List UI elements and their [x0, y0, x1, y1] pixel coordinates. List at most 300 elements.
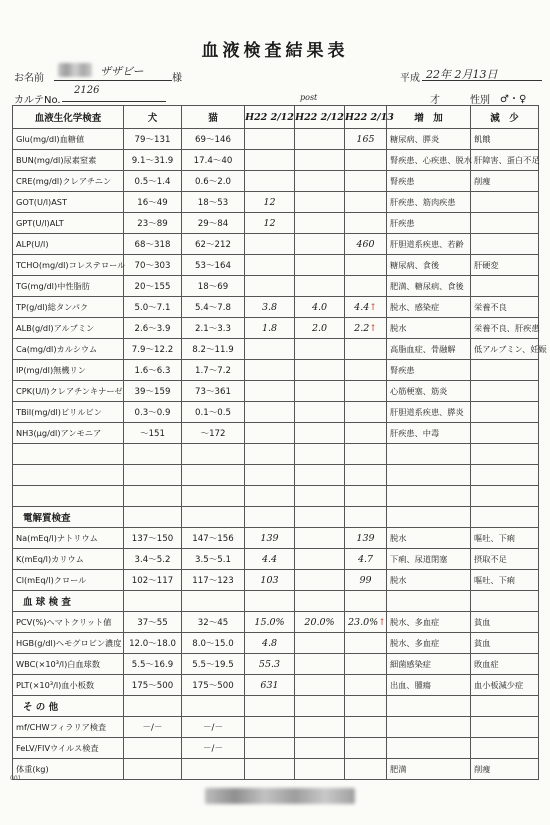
increase-cause: 出血、腫瘍 — [387, 675, 471, 696]
empty-cell — [387, 696, 471, 717]
cat-reference-range: 8.0～15.0 — [182, 633, 245, 654]
form-code: 001 — [10, 775, 22, 782]
empty-cell — [295, 444, 345, 465]
table-row — [13, 738, 539, 759]
result-date2 — [295, 759, 345, 780]
empty-cell — [345, 465, 387, 486]
item-name: BUN(mg/dl)尿素窒素 — [13, 150, 124, 171]
result-date3 — [345, 213, 387, 234]
empty-cell — [387, 591, 471, 612]
increase-cause — [387, 738, 471, 759]
dog-reference-range: 137～150 — [124, 528, 182, 549]
result-date3 — [345, 675, 387, 696]
electrolyte-section-title: 電解質検査 — [13, 507, 124, 528]
cat-reference-range: 0.1～0.5 — [182, 402, 245, 423]
empty-cell — [471, 696, 539, 717]
cat-reference-range: 147～156 — [182, 528, 245, 549]
decrease-cause: 貧血 — [471, 633, 539, 654]
result-date2 — [295, 528, 345, 549]
table-row — [13, 549, 539, 570]
decrease-cause: 貧血 — [471, 612, 539, 633]
result-date1: 4.8 — [245, 633, 295, 654]
empty-cell — [295, 465, 345, 486]
increase-cause: 肝胆道系疾患、膵炎 — [387, 402, 471, 423]
item-name: TP(g/dl)総タンパク — [13, 297, 124, 318]
result-date3 — [345, 759, 387, 780]
increase-cause: 腎疾患、心疾患、脱水 — [387, 150, 471, 171]
item-name: ALB(g/dl)アルブミン — [13, 318, 124, 339]
result-date2 — [295, 171, 345, 192]
cat-reference-range: 1.7～7.2 — [182, 360, 245, 381]
cat-reference-range: ～172 — [182, 423, 245, 444]
empty-cell — [182, 507, 245, 528]
result-date2: 4.0 — [295, 297, 345, 318]
item-name: TCHO(mg/dl)コレステロール — [13, 255, 124, 276]
empty-cell — [124, 465, 182, 486]
result-date3 — [345, 381, 387, 402]
result-date1: 4.4 — [245, 549, 295, 570]
dog-reference-range: 70～303 — [124, 255, 182, 276]
increase-cause: 腎疾患 — [387, 360, 471, 381]
dog-reference-range: 1.6～6.3 — [124, 360, 182, 381]
item-name: GOT(U/l)AST — [13, 192, 124, 213]
increase-cause: 肝疾患 — [387, 213, 471, 234]
result-date3 — [345, 150, 387, 171]
dog-reference-range: ～151 — [124, 423, 182, 444]
increase-cause: 肥満 — [387, 759, 471, 780]
item-name: ALP(U/l) — [13, 234, 124, 255]
dog-reference-range — [124, 738, 182, 759]
dog-reference-range: 2.6～3.9 — [124, 318, 182, 339]
dog-reference-range: 12.0～18.0 — [124, 633, 182, 654]
item-name: Ca(mg/dl)カルシウム — [13, 339, 124, 360]
decrease-cause — [471, 360, 539, 381]
post-note: post — [300, 93, 318, 102]
table-row — [13, 360, 539, 381]
exam-date: 22年 2月13日 — [426, 68, 498, 81]
item-name: PLT(×10³/l)血小板数 — [13, 675, 124, 696]
increase-cause: 糖尿病、食後 — [387, 255, 471, 276]
decrease-cause — [471, 234, 539, 255]
result-date2 — [295, 402, 345, 423]
blood-section-title: 血 球 検 査 — [13, 591, 124, 612]
karte-number: 2126 — [74, 85, 100, 96]
table-row — [13, 717, 539, 738]
cat-reference-range: －/－ — [182, 738, 245, 759]
result-date3 — [345, 402, 387, 423]
empty-cell — [295, 591, 345, 612]
cat-reference-range: 69～146 — [182, 129, 245, 150]
empty-cell — [245, 507, 295, 528]
table-row — [13, 612, 539, 633]
result-date3 — [345, 255, 387, 276]
increase-cause: 糖尿病、膵炎 — [387, 129, 471, 150]
result-date3-value: 23.0% — [348, 616, 379, 628]
cat-reference-range: 175～500 — [182, 675, 245, 696]
decrease-cause: 肝障害、蛋白不足 — [471, 150, 539, 171]
item-name: Na(mEq/l)ナトリウム — [13, 528, 124, 549]
result-date2 — [295, 129, 345, 150]
decrease-cause — [471, 213, 539, 234]
result-date2 — [295, 633, 345, 654]
result-date3-value: 99 — [359, 574, 372, 586]
dog-reference-range: 102～117 — [124, 570, 182, 591]
table-row — [13, 276, 539, 297]
result-date1 — [245, 717, 295, 738]
table-row — [13, 255, 539, 276]
name-label: お名前 — [14, 73, 44, 84]
empty-cell — [345, 486, 387, 507]
table-row — [13, 570, 539, 591]
result-date1: 12 — [245, 192, 295, 213]
result-date1: 103 — [245, 570, 295, 591]
decrease-cause: 摂取不足 — [471, 549, 539, 570]
result-date3-value: 2.2 — [354, 322, 370, 334]
item-name: PCV(%)ヘマトクリット値 — [13, 612, 124, 633]
col-increase-header: 増 加 — [387, 106, 471, 129]
table-header-row — [13, 106, 539, 129]
table-row — [13, 675, 539, 696]
empty-cell — [13, 465, 124, 486]
item-name: GPT(U/l)ALT — [13, 213, 124, 234]
empty-row — [13, 486, 539, 507]
result-date3 — [345, 297, 387, 318]
decrease-cause: 栄養不良 — [471, 297, 539, 318]
table-row — [13, 402, 539, 423]
decrease-cause — [471, 276, 539, 297]
increase-cause: 腎疾患 — [387, 171, 471, 192]
table-row — [13, 171, 539, 192]
item-name: 体重(kg) — [13, 759, 124, 780]
empty-cell — [471, 444, 539, 465]
cat-reference-range: 5.4～7.8 — [182, 297, 245, 318]
dog-reference-range: 7.9～12.2 — [124, 339, 182, 360]
result-date3 — [345, 549, 387, 570]
increase-cause: 下痢、尿道閉塞 — [387, 549, 471, 570]
result-date1 — [245, 738, 295, 759]
result-date1 — [245, 360, 295, 381]
increase-cause: 脱水、多血症 — [387, 633, 471, 654]
result-date2 — [295, 150, 345, 171]
increase-cause: 心筋梗塞、筋炎 — [387, 381, 471, 402]
table-row — [13, 339, 539, 360]
empty-row — [13, 444, 539, 465]
table-row — [13, 192, 539, 213]
result-table — [12, 105, 547, 780]
result-date2 — [295, 213, 345, 234]
result-date3-value: 4.4 — [354, 301, 370, 313]
result-date1 — [245, 150, 295, 171]
decrease-cause: 低アルブミン、妊娠 — [471, 339, 539, 360]
result-date1 — [245, 234, 295, 255]
electrolyte-section — [13, 507, 539, 528]
result-date3 — [345, 318, 387, 339]
result-date3 — [345, 738, 387, 759]
era-label: 平成 — [400, 73, 420, 84]
table-row — [13, 633, 539, 654]
table-row — [13, 318, 539, 339]
result-date1: 3.8 — [245, 297, 295, 318]
table-row — [13, 150, 539, 171]
result-date1: 55.3 — [245, 654, 295, 675]
result-date1 — [245, 129, 295, 150]
result-date1 — [245, 381, 295, 402]
result-date2 — [295, 255, 345, 276]
decrease-cause: 敗血症 — [471, 654, 539, 675]
table-row — [13, 423, 539, 444]
result-date3 — [345, 171, 387, 192]
patient-name: ザザビー — [100, 65, 144, 78]
empty-cell — [345, 591, 387, 612]
dog-reference-range: 23～89 — [124, 213, 182, 234]
cat-reference-range: 18～69 — [182, 276, 245, 297]
table-row — [13, 129, 539, 150]
dog-reference-range: 175～500 — [124, 675, 182, 696]
redacted-name — [58, 63, 92, 77]
result-date2: 2.0 — [295, 318, 345, 339]
empty-cell — [182, 486, 245, 507]
increase-cause: 脱水、感染症 — [387, 297, 471, 318]
result-date2 — [295, 192, 345, 213]
empty-cell — [124, 591, 182, 612]
col-date1-header: H22 2/12 — [245, 106, 295, 129]
empty-cell — [471, 507, 539, 528]
item-name: Glu(mg/dl)血糖値 — [13, 129, 124, 150]
table-row — [13, 759, 539, 780]
item-name: CRE(mg/dl)クレアチニン — [13, 171, 124, 192]
dog-reference-range: 0.3～0.9 — [124, 402, 182, 423]
dog-reference-range: 5.0～7.1 — [124, 297, 182, 318]
empty-cell — [295, 486, 345, 507]
result-date3 — [345, 528, 387, 549]
result-date2 — [295, 276, 345, 297]
result-date2 — [295, 549, 345, 570]
item-name: HGB(g/dl)ヘモグロビン濃度 — [13, 633, 124, 654]
result-date3-value: 4.7 — [357, 553, 374, 565]
result-date2 — [295, 654, 345, 675]
result-date3-value: 165 — [356, 133, 375, 145]
table-row — [13, 213, 539, 234]
empty-cell — [245, 696, 295, 717]
cat-reference-range: 29～84 — [182, 213, 245, 234]
decrease-cause — [471, 192, 539, 213]
col-item-header: 血液生化学検査 — [13, 106, 124, 129]
age-unit: 才 — [430, 95, 440, 106]
table-row — [13, 528, 539, 549]
result-date3 — [345, 423, 387, 444]
result-date1: 631 — [245, 675, 295, 696]
result-date2 — [295, 717, 345, 738]
empty-cell — [345, 444, 387, 465]
cat-reference-range: 73～361 — [182, 381, 245, 402]
cat-reference-range: －/－ — [182, 717, 245, 738]
increase-cause: 高脂血症、骨融解 — [387, 339, 471, 360]
empty-cell — [471, 591, 539, 612]
document-title: 血液検査結果表 — [201, 41, 349, 61]
increase-cause — [387, 717, 471, 738]
empty-cell — [124, 444, 182, 465]
dog-reference-range: 39～159 — [124, 381, 182, 402]
cat-reference-range: 32～45 — [182, 612, 245, 633]
item-name: CPK(U/l)クレアチンキナーゼ — [13, 381, 124, 402]
dog-reference-range: 37～55 — [124, 612, 182, 633]
cat-reference-range: 2.1～3.3 — [182, 318, 245, 339]
result-date3-value: 460 — [356, 238, 375, 250]
cat-reference-range: 0.6～2.0 — [182, 171, 245, 192]
cat-reference-range: 62～212 — [182, 234, 245, 255]
increase-cause: 脱水 — [387, 528, 471, 549]
result-date3 — [345, 633, 387, 654]
item-name: NH3(μg/dl)アンモニア — [13, 423, 124, 444]
col-cat-header: 猫 — [182, 106, 245, 129]
result-date3 — [345, 612, 387, 633]
cat-reference-range: 8.2～11.9 — [182, 339, 245, 360]
result-date3 — [345, 360, 387, 381]
result-date2 — [295, 360, 345, 381]
empty-cell — [124, 486, 182, 507]
result-date2: 20.0% — [295, 612, 345, 633]
empty-cell — [345, 696, 387, 717]
result-date3-value: 139 — [356, 532, 375, 544]
decrease-cause: 嘔吐、下痢 — [471, 528, 539, 549]
result-date3 — [345, 570, 387, 591]
increase-cause: 細菌感染症 — [387, 654, 471, 675]
decrease-cause: 削痩 — [471, 759, 539, 780]
decrease-cause: 血小板減少症 — [471, 675, 539, 696]
dog-reference-range: 5.5～16.9 — [124, 654, 182, 675]
empty-cell — [387, 465, 471, 486]
empty-cell — [345, 507, 387, 528]
cat-reference-range: 3.5～5.1 — [182, 549, 245, 570]
item-name: FeLV/FIVウイルス検査 — [13, 738, 124, 759]
result-date2 — [295, 339, 345, 360]
empty-cell — [245, 465, 295, 486]
karte-underline — [62, 101, 166, 102]
redacted-clinic-stamp — [205, 788, 355, 804]
item-name: K(mEq/l)カリウム — [13, 549, 124, 570]
decrease-cause — [471, 738, 539, 759]
col-decrease-header: 減 少 — [471, 106, 539, 129]
arrow-up-flag-icon: ↑ — [378, 617, 386, 628]
dog-reference-range: 20～155 — [124, 276, 182, 297]
result-date1: 1.8 — [245, 318, 295, 339]
result-date3 — [345, 234, 387, 255]
empty-cell — [13, 444, 124, 465]
dog-reference-range: 79～131 — [124, 129, 182, 150]
dog-reference-range: 68～318 — [124, 234, 182, 255]
result-date2 — [295, 423, 345, 444]
empty-cell — [182, 444, 245, 465]
item-name: WBC(×10³/l)白血球数 — [13, 654, 124, 675]
empty-cell — [387, 444, 471, 465]
sama-suffix: 様 — [172, 73, 182, 84]
decrease-cause: 飢餓 — [471, 129, 539, 150]
increase-cause: 肥満、糖尿病、食後 — [387, 276, 471, 297]
date-underline — [422, 80, 542, 81]
decrease-cause — [471, 717, 539, 738]
empty-cell — [124, 696, 182, 717]
increase-cause: 脱水 — [387, 318, 471, 339]
table-row — [13, 381, 539, 402]
decrease-cause — [471, 402, 539, 423]
decrease-cause — [471, 381, 539, 402]
result-date3 — [345, 129, 387, 150]
empty-cell — [182, 696, 245, 717]
dog-reference-range: 0.5～1.4 — [124, 171, 182, 192]
increase-cause: 肝疾患、筋肉疾患 — [387, 192, 471, 213]
result-date1: 139 — [245, 528, 295, 549]
result-date3 — [345, 717, 387, 738]
empty-cell — [245, 591, 295, 612]
result-date3 — [345, 654, 387, 675]
name-underline — [54, 80, 172, 81]
empty-cell — [245, 486, 295, 507]
result-date2 — [295, 234, 345, 255]
result-date2 — [295, 675, 345, 696]
item-name: mf/CHWフィラリア検査 — [13, 717, 124, 738]
empty-cell — [182, 465, 245, 486]
other-section — [13, 696, 539, 717]
result-date1 — [245, 423, 295, 444]
table-row — [13, 234, 539, 255]
cat-reference-range: 18～53 — [182, 192, 245, 213]
blood-section — [13, 591, 539, 612]
empty-cell — [387, 507, 471, 528]
result-date3 — [345, 276, 387, 297]
cat-reference-range: 53～164 — [182, 255, 245, 276]
decrease-cause: 肝硬変 — [471, 255, 539, 276]
table-row — [13, 654, 539, 675]
result-date2 — [295, 738, 345, 759]
empty-cell — [13, 486, 124, 507]
empty-cell — [387, 486, 471, 507]
result-date1 — [245, 759, 295, 780]
item-name: Cl(mEq/l)クロール — [13, 570, 124, 591]
result-date3 — [345, 192, 387, 213]
dog-reference-range: －/－ — [124, 717, 182, 738]
dog-reference-range: 16～49 — [124, 192, 182, 213]
col-dog-header: 犬 — [124, 106, 182, 129]
result-date1 — [245, 255, 295, 276]
table-row — [13, 297, 539, 318]
empty-cell — [124, 507, 182, 528]
karte-label: カルテNo. — [14, 95, 61, 106]
sex-value: ♂・♀ — [500, 94, 527, 105]
item-name: IP(mg/dl)無機リン — [13, 360, 124, 381]
dog-reference-range: 3.4～5.2 — [124, 549, 182, 570]
result-date2 — [295, 570, 345, 591]
result-date1 — [245, 402, 295, 423]
col-date3-header: H22 2/13 — [345, 106, 387, 129]
empty-cell — [295, 696, 345, 717]
increase-cause: 脱水 — [387, 570, 471, 591]
empty-row — [13, 465, 539, 486]
empty-cell — [471, 465, 539, 486]
dog-reference-range: 9.1～31.9 — [124, 150, 182, 171]
decrease-cause: 削痩 — [471, 171, 539, 192]
decrease-cause: 栄養不良、肝疾患 — [471, 318, 539, 339]
decrease-cause: 嘔吐、下痢 — [471, 570, 539, 591]
decrease-cause — [471, 423, 539, 444]
sex-label: 性別 — [470, 95, 490, 106]
increase-cause: 脱水、多血症 — [387, 612, 471, 633]
increase-cause: 肝胆道系疾患、若齢 — [387, 234, 471, 255]
cat-reference-range: 5.5～19.5 — [182, 654, 245, 675]
cat-reference-range: 117～123 — [182, 570, 245, 591]
result-date1 — [245, 276, 295, 297]
item-name: TBil(mg/dl)ビリルビン — [13, 402, 124, 423]
item-name: TG(mg/dl)中性脂肪 — [13, 276, 124, 297]
